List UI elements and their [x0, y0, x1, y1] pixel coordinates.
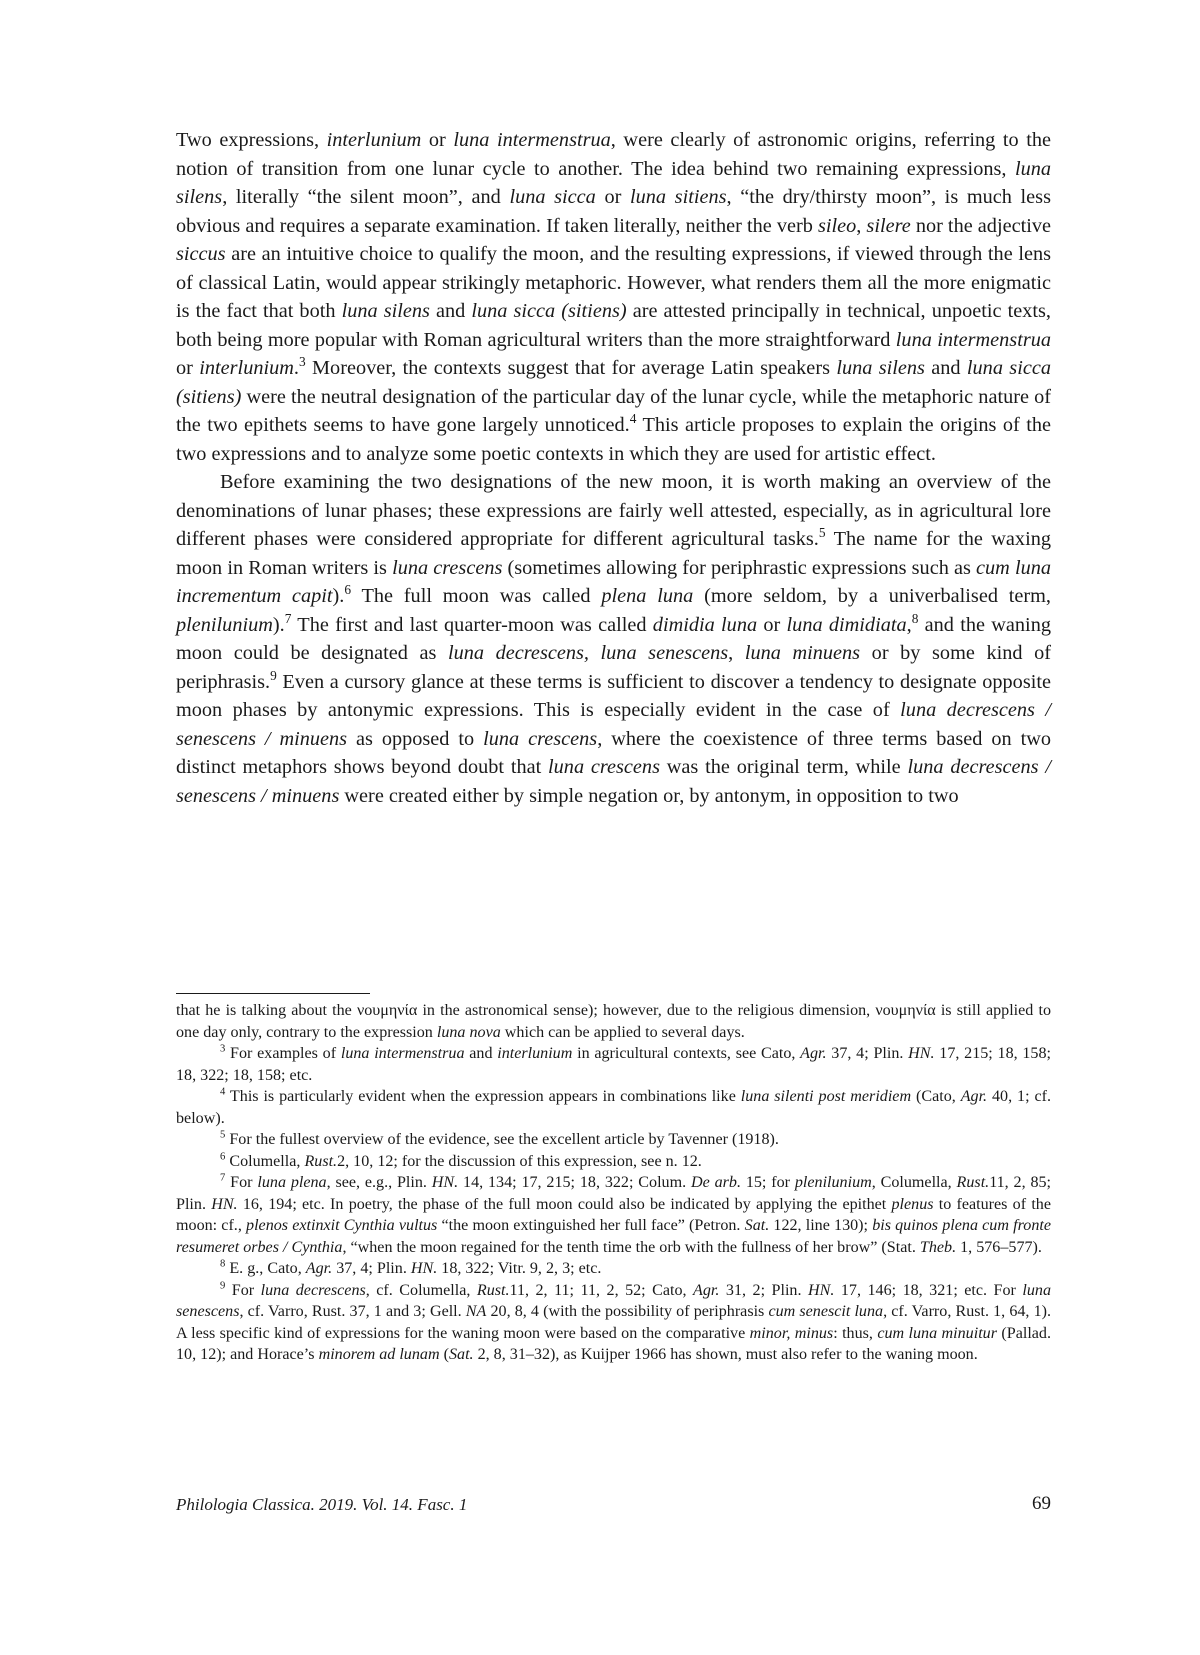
main-text — [176, 126, 1051, 810]
text-run: 122, line 130); — [769, 1217, 873, 1234]
text-run: , were clearly of astronomic origins, referring to the notion of transition from one lunar cycle to another. The idea behind two remaining expressions, — [176, 129, 1051, 180]
italic-text: Rust. — [304, 1152, 338, 1170]
text-run: , see, e.g., Plin. — [326, 1174, 432, 1191]
italic-text: luna crescens — [392, 556, 503, 579]
text-run: 14, 134; 17, 215; 18, 322; Colum. — [458, 1174, 691, 1191]
footnote-separator — [176, 993, 370, 994]
text-run: to features of the moon: cf., — [176, 1195, 1051, 1234]
italic-text: Agr. — [305, 1260, 333, 1277]
text-run: and the waning moon could be designated as — [176, 613, 1051, 664]
footnote-ref: 5 — [818, 524, 826, 540]
text-run: ( — [439, 1346, 449, 1363]
text-run: (more seldom, by a univerbalised term, — [693, 585, 1052, 607]
text-run: E. g., Cato, — [225, 1260, 306, 1277]
paragraph — [176, 468, 1051, 810]
italic-text: interlunium — [326, 129, 422, 151]
italic-text: interlunium — [199, 357, 294, 379]
text-run: , — [728, 642, 745, 664]
footnote-ref: 4 — [629, 410, 637, 426]
text-run: 11, 2, 11; 11, 2, 52; Cato, — [509, 1281, 694, 1299]
footnote-ref: 9 — [270, 667, 277, 683]
italic-text: Rust. — [956, 1174, 990, 1191]
text-run: Moreover, the contexts suggest that for average Latin speakers — [305, 357, 837, 379]
italic-text: siccus — [176, 243, 226, 265]
footnote-9 — [176, 1280, 1051, 1366]
text-run: Columella, — [225, 1152, 305, 1170]
text-run: or — [421, 129, 454, 151]
text-run: as opposed to — [347, 727, 484, 750]
italic-text: Sat. — [448, 1346, 474, 1363]
text-run: For — [225, 1174, 258, 1191]
footnote-ref: 6 — [220, 1151, 226, 1163]
text-run: 16, 194; etc. In poetry, the phase of the full moon could also be indicated by applying the epithet — [237, 1195, 892, 1213]
text-run: 17, 146; 18, 321; etc. For — [834, 1281, 1023, 1299]
italic-text: luna sitiens — [629, 186, 727, 208]
italic-text: sileo — [817, 214, 857, 237]
italic-text: HN. — [211, 1195, 238, 1213]
italic-text: cum senescit luna — [768, 1303, 884, 1320]
italic-text: cum luna minuitur — [877, 1324, 997, 1342]
text-run: ). — [332, 585, 345, 607]
italic-text: bis quinos plena cum fronte resumeret orbes / Cynthia — [176, 1217, 1051, 1256]
italic-text: luna sicca — [509, 186, 596, 208]
footnote-4 — [176, 1086, 1051, 1129]
italic-text: luna dimidiata — [786, 613, 907, 636]
text-run: (Pallad. 10, 12); and Horace’s — [176, 1324, 1052, 1363]
footnote-6 — [176, 1151, 1051, 1173]
italic-text: luna sicca (sitiens) — [176, 357, 1051, 408]
text-run: 1, 576–577). — [956, 1238, 1042, 1256]
page-number: 69 — [1032, 1493, 1051, 1514]
text-run: or — [757, 613, 787, 636]
italic-text: luna decrescens / senescens / minuens — [176, 699, 1051, 750]
text-run: or by some kind of periphrasis. — [176, 642, 1051, 693]
text-run: 37, 4; Plin. — [332, 1260, 411, 1277]
footnote-5 — [176, 1129, 1051, 1151]
text-run: 37, 4; Plin. — [826, 1045, 909, 1062]
italic-text: interlunium — [497, 1045, 573, 1062]
text-run: and — [924, 357, 967, 379]
text-run: which can be applied to several days. — [500, 1023, 745, 1041]
text-run: that he is talking about the νουμηνία in the astronomical sense); however, due to the religious dimension, νουμηνία is still applied to one day only, contrary to the expression — [176, 1002, 1051, 1041]
text-run: Two expressions, — [176, 129, 327, 151]
footnote-7 — [176, 1172, 1051, 1258]
text-run: was the original term, while — [659, 756, 908, 778]
text-run: ). — [272, 613, 285, 636]
footnote-ref: 8 — [220, 1258, 226, 1270]
text-run: in agricultural contexts, see Cato, — [572, 1045, 801, 1062]
italic-text: Agr. — [800, 1045, 827, 1062]
italic-text: De arb. — [690, 1174, 741, 1191]
footnote-ref: 8 — [911, 610, 919, 626]
text-run: Even a cursory glance at these terms is sufficient to discover a tendency to designate opposite moon phases by antonymic expressions. This is especially evident in the case of — [176, 670, 1051, 721]
italic-text: Rust. — [476, 1281, 510, 1299]
text-run: , — [906, 613, 912, 636]
italic-text: luna intermenstrua — [895, 328, 1051, 351]
italic-text: luna sicca (sitiens) — [471, 300, 627, 322]
text-run: were created either by simple negation or, by antonym, in opposition to two — [339, 784, 959, 807]
text-run: This article proposes to explain the origins of the two expressions and to analyze some poetic contexts in which they are used for artistic effect. — [176, 414, 1051, 465]
footnote-ref: 3 — [220, 1043, 226, 1055]
italic-text: luna plena — [257, 1174, 327, 1191]
journal-footer: Philologia Classica. 2019. Vol. 14. Fasc. 1 — [176, 1495, 468, 1514]
text-run: , “the dry/thirsty moon”, is much less obvious and requires a separate examination. If taken literally, neither the verb — [176, 186, 1051, 237]
footnote-ref: 7 — [284, 610, 292, 626]
italic-text: luna silens — [341, 300, 430, 322]
footnote-3 — [176, 1043, 1051, 1086]
text-run: , cf. Varro, Rust. 37, 1 and 3; Gell. — [239, 1303, 466, 1320]
footnote-ref: 6 — [344, 581, 352, 597]
italic-text: minorem ad lunam — [318, 1346, 440, 1363]
text-run: , cf. Columella, — [365, 1281, 477, 1299]
italic-text: luna decrescens / senescens / minuens — [176, 756, 1051, 807]
italic-text: plenilunium — [176, 613, 273, 636]
italic-text: Sat. — [744, 1217, 770, 1234]
italic-text: dimidia luna — [652, 613, 758, 636]
text-run: For — [225, 1281, 261, 1299]
text-run: . — [293, 357, 299, 379]
text-run: , where the coexistence of three terms based on two distinct metaphors shows beyond doubt that — [176, 727, 1051, 778]
italic-text: HN. — [808, 1281, 835, 1299]
footnote-continued — [176, 1000, 1051, 1043]
text-run: , Columella, — [871, 1174, 957, 1191]
footnote-ref: 7 — [220, 1172, 226, 1184]
italic-text: luna decrescens — [260, 1281, 366, 1299]
text-run: 17, 215; 18, 158; 18, 322; 18, 158; etc. — [176, 1045, 1051, 1084]
italic-text: luna silens — [836, 357, 925, 379]
italic-text: minor, minus — [749, 1324, 834, 1342]
text-run: The first and last quarter-moon was called — [291, 613, 653, 636]
text-run: , “when the moon regained for the tenth time the orb with the fullness of her brow” (Stat. — [342, 1238, 920, 1256]
italic-text: HN. — [410, 1260, 438, 1277]
text-run: and — [429, 300, 472, 322]
footnote-ref: 5 — [220, 1129, 226, 1141]
italic-text: luna senescens — [176, 1281, 1052, 1320]
text-run: and — [464, 1045, 498, 1062]
text-run: The name for the waxing moon in Roman writers is — [176, 528, 1051, 579]
text-run: : thus, — [833, 1324, 878, 1342]
italic-text: cum luna incrementum capit — [176, 556, 1051, 607]
text-run: or — [176, 357, 200, 379]
text-run: 2, 10, 12; for the discussion of this expression, see n. 12. — [337, 1152, 702, 1170]
italic-text: Theb. — [919, 1238, 957, 1256]
italic-text: luna minuens — [744, 642, 861, 664]
italic-text: Agr. — [960, 1088, 988, 1105]
footnotes — [176, 1000, 1051, 1366]
text-run: (Cato, — [911, 1088, 961, 1105]
text-run: are attested principally in technical, unpoetic texts, both being more popular with Roman agricultural writers than the more straightforward — [176, 300, 1051, 351]
italic-text: luna silenti post meridiem — [740, 1088, 912, 1105]
italic-text: luna crescens — [548, 756, 660, 778]
italic-text: Agr. — [693, 1281, 720, 1299]
text-run: 2, 8, 31–32), as Kuijper 1966 has shown, must also refer to the waning moon. — [473, 1346, 978, 1363]
italic-text: HN. — [908, 1045, 935, 1062]
italic-text: luna crescens — [483, 727, 598, 750]
text-run: 31, 2; Plin. — [719, 1281, 808, 1299]
paragraph — [176, 126, 1051, 468]
footnote-ref: 4 — [220, 1086, 226, 1098]
text-run: , — [856, 214, 867, 237]
text-run: For examples of — [225, 1045, 341, 1062]
text-run: were the neutral designation of the particular day of the lunar cycle, while the metaphoric nature of the two epithets seems to have gone largely unnoticed. — [176, 385, 1051, 436]
text-run: 40, 1; cf. below). — [176, 1088, 1052, 1127]
text-run: or — [595, 186, 630, 208]
italic-text: plenus — [891, 1195, 934, 1213]
italic-text: plenos extinxit Cynthia vultus — [246, 1217, 438, 1234]
text-run: 15; for — [740, 1174, 795, 1191]
text-run: “the moon extinguished her full face” (Petron. — [437, 1217, 745, 1234]
italic-text: silere — [866, 214, 911, 237]
text-run: 18, 322; Vitr. 9, 2, 3; etc. — [437, 1260, 602, 1277]
text-run: Before examining the two designations of the new moon, it is worth making an overview of the denominations of lunar phases; these expressions are fairly well attested, especially, as in agricultural lore different phases were considered appropriate for different agricultural tasks. — [176, 471, 1051, 550]
italic-text: luna decrescens, luna senescens — [448, 642, 729, 664]
italic-text: luna intermenstrua — [453, 129, 611, 151]
text-run: , cf. Varro, Rust. 1, 64, 1). A less specific kind of expressions for the waning moon were based on the comparative — [176, 1303, 1052, 1342]
text-run: are an intuitive choice to qualify the moon, and the resulting expressions, if viewed through the lens of classical Latin, would appear strikingly metaphoric. However, what renders them all the more enigmatic is the fact that both — [176, 243, 1051, 322]
text-run: This is particularly evident when the expression appears in combinations like — [225, 1088, 741, 1105]
footnote-8 — [176, 1258, 1051, 1280]
italic-text: plenilunium — [794, 1174, 872, 1191]
italic-text: luna silens — [176, 157, 1051, 208]
italic-text: HN. — [431, 1174, 459, 1191]
text-run: For the fullest overview of the evidence, see the excellent article by Tavenner (1918). — [225, 1131, 779, 1148]
text-run: nor the adjective — [910, 214, 1051, 237]
text-run: , literally “the silent moon”, and — [222, 186, 510, 208]
italic-text: luna nova — [436, 1023, 501, 1041]
text-run: 11, 2, 85; Plin. — [176, 1174, 1052, 1213]
footnote-ref: 9 — [220, 1280, 226, 1292]
italic-text: luna intermenstrua — [340, 1045, 465, 1062]
text-run: The full moon was called — [351, 585, 602, 607]
text-run: 20, 8, 4 (with the possibility of periphrasis — [486, 1303, 769, 1320]
footnote-ref: 3 — [298, 353, 306, 369]
italic-text: NA — [465, 1303, 487, 1320]
text-run: (sometimes allowing for periphrastic expressions such as — [502, 556, 977, 579]
italic-text: plena luna — [601, 585, 694, 607]
